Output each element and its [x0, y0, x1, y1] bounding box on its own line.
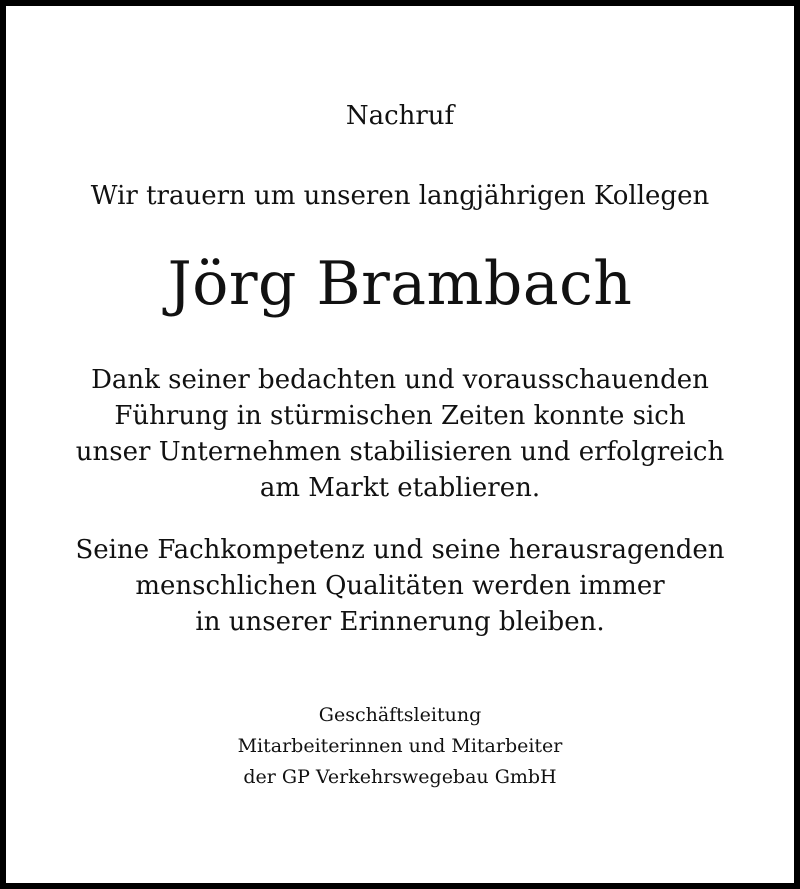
signature-line: der GP Verkehrswegebau GmbH	[243, 766, 557, 788]
tribute-line: Seine Fachkompetenz und seine herausragenden	[75, 535, 725, 565]
signature-line: Mitarbeiterinnen und Mitarbeiter	[237, 735, 563, 757]
deceased-name: Jörg Brambach	[167, 249, 633, 319]
signature-line: Geschäftsleitung	[318, 704, 482, 726]
tribute-line: menschlichen Qualitäten werden immer	[135, 571, 665, 601]
tribute-paragraph-1	[0, 362, 800, 506]
tribute-line: am Markt etablieren.	[259, 473, 541, 503]
tribute-line: Dank seiner bedachten und vorausschauenden	[91, 365, 709, 395]
tribute-paragraph-2	[0, 532, 800, 640]
tribute-line: in unserer Erinnerung bleiben.	[195, 607, 605, 637]
tribute-line: unser Unternehmen stabilisieren und erfolgreich	[75, 437, 725, 467]
tribute-line: Führung in stürmischen Zeiten konnte sich	[114, 401, 686, 431]
intro-line: Wir trauern um unseren langjährigen Kollegen	[90, 181, 710, 211]
notice-heading: Nachruf	[345, 101, 455, 131]
signature-block	[0, 700, 800, 793]
